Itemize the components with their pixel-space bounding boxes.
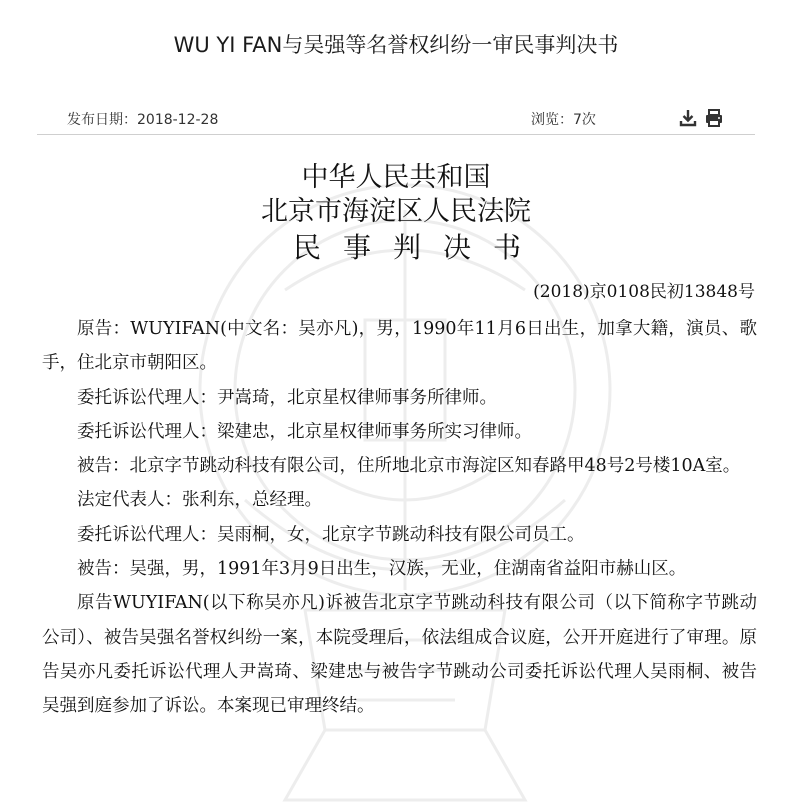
document-type-heading: 民事判决书 — [292, 231, 543, 264]
paragraph-plaintiff-agent-2: 委托诉讼代理人：梁建忠，北京星权律师事务所实习律师。 — [77, 421, 532, 442]
download-icon[interactable] — [677, 107, 699, 129]
view-count: 浏览：7次 — [531, 112, 596, 128]
paragraph-legal-representative: 法定代表人：张利东，总经理。 — [77, 490, 322, 511]
paragraph-defendant-agent: 委托诉讼代理人：吴雨桐，女，北京字节跳动科技有限公司员工。 — [77, 524, 585, 545]
case-number: (2018)京0108民初13848号 — [533, 282, 755, 302]
print-icon[interactable] — [703, 107, 725, 129]
paragraph-plaintiff-agent-1: 委托诉讼代理人：尹嵩琦，北京星权律师事务所律师。 — [77, 387, 497, 408]
paragraph-defendant-individual: 被告：吴强，男，1991年3月9日出生，汉族，无业，住湖南省益阳市赫山区。 — [77, 559, 687, 580]
country-name-heading: 中华人民共和国 — [301, 162, 491, 193]
publish-date: 发布日期：2018-12-28 — [67, 112, 219, 128]
document-meta-bar — [37, 104, 755, 135]
paragraph-case-summary: 原告WUYIFAN(以下称吴亦凡)诉被告北京字节跳动科技有限公司（以下简称字节跳动公司）、被告吴强名誉权纠纷一案，本院受理后，依法组成合议庭，公开开庭进行了审理。原告吴亦凡委托诉讼代理人尹嵩琦、梁建忠与被告字节跳动公司委托诉讼代理人吴雨桐、被告吴强到庭参加了诉讼。本案现已审理终结。 — [42, 593, 757, 717]
paragraph-plaintiff: 原告：WUYIFAN(中文名：吴亦凡)，男，1990年11月6日出生，加拿大籍，演员、歌手，住北京市朝阳区。 — [42, 319, 757, 374]
paragraph-defendant-company: 被告：北京字节跳动科技有限公司，住所地北京市海淀区知春路甲48号2号楼10A室。 — [77, 456, 741, 477]
court-name-heading: 北京市海淀区人民法院 — [261, 196, 531, 227]
judgment-body — [42, 312, 757, 724]
page-title: WU YI FAN与吴强等名誉权纠纷一审民事判决书 — [173, 33, 619, 57]
